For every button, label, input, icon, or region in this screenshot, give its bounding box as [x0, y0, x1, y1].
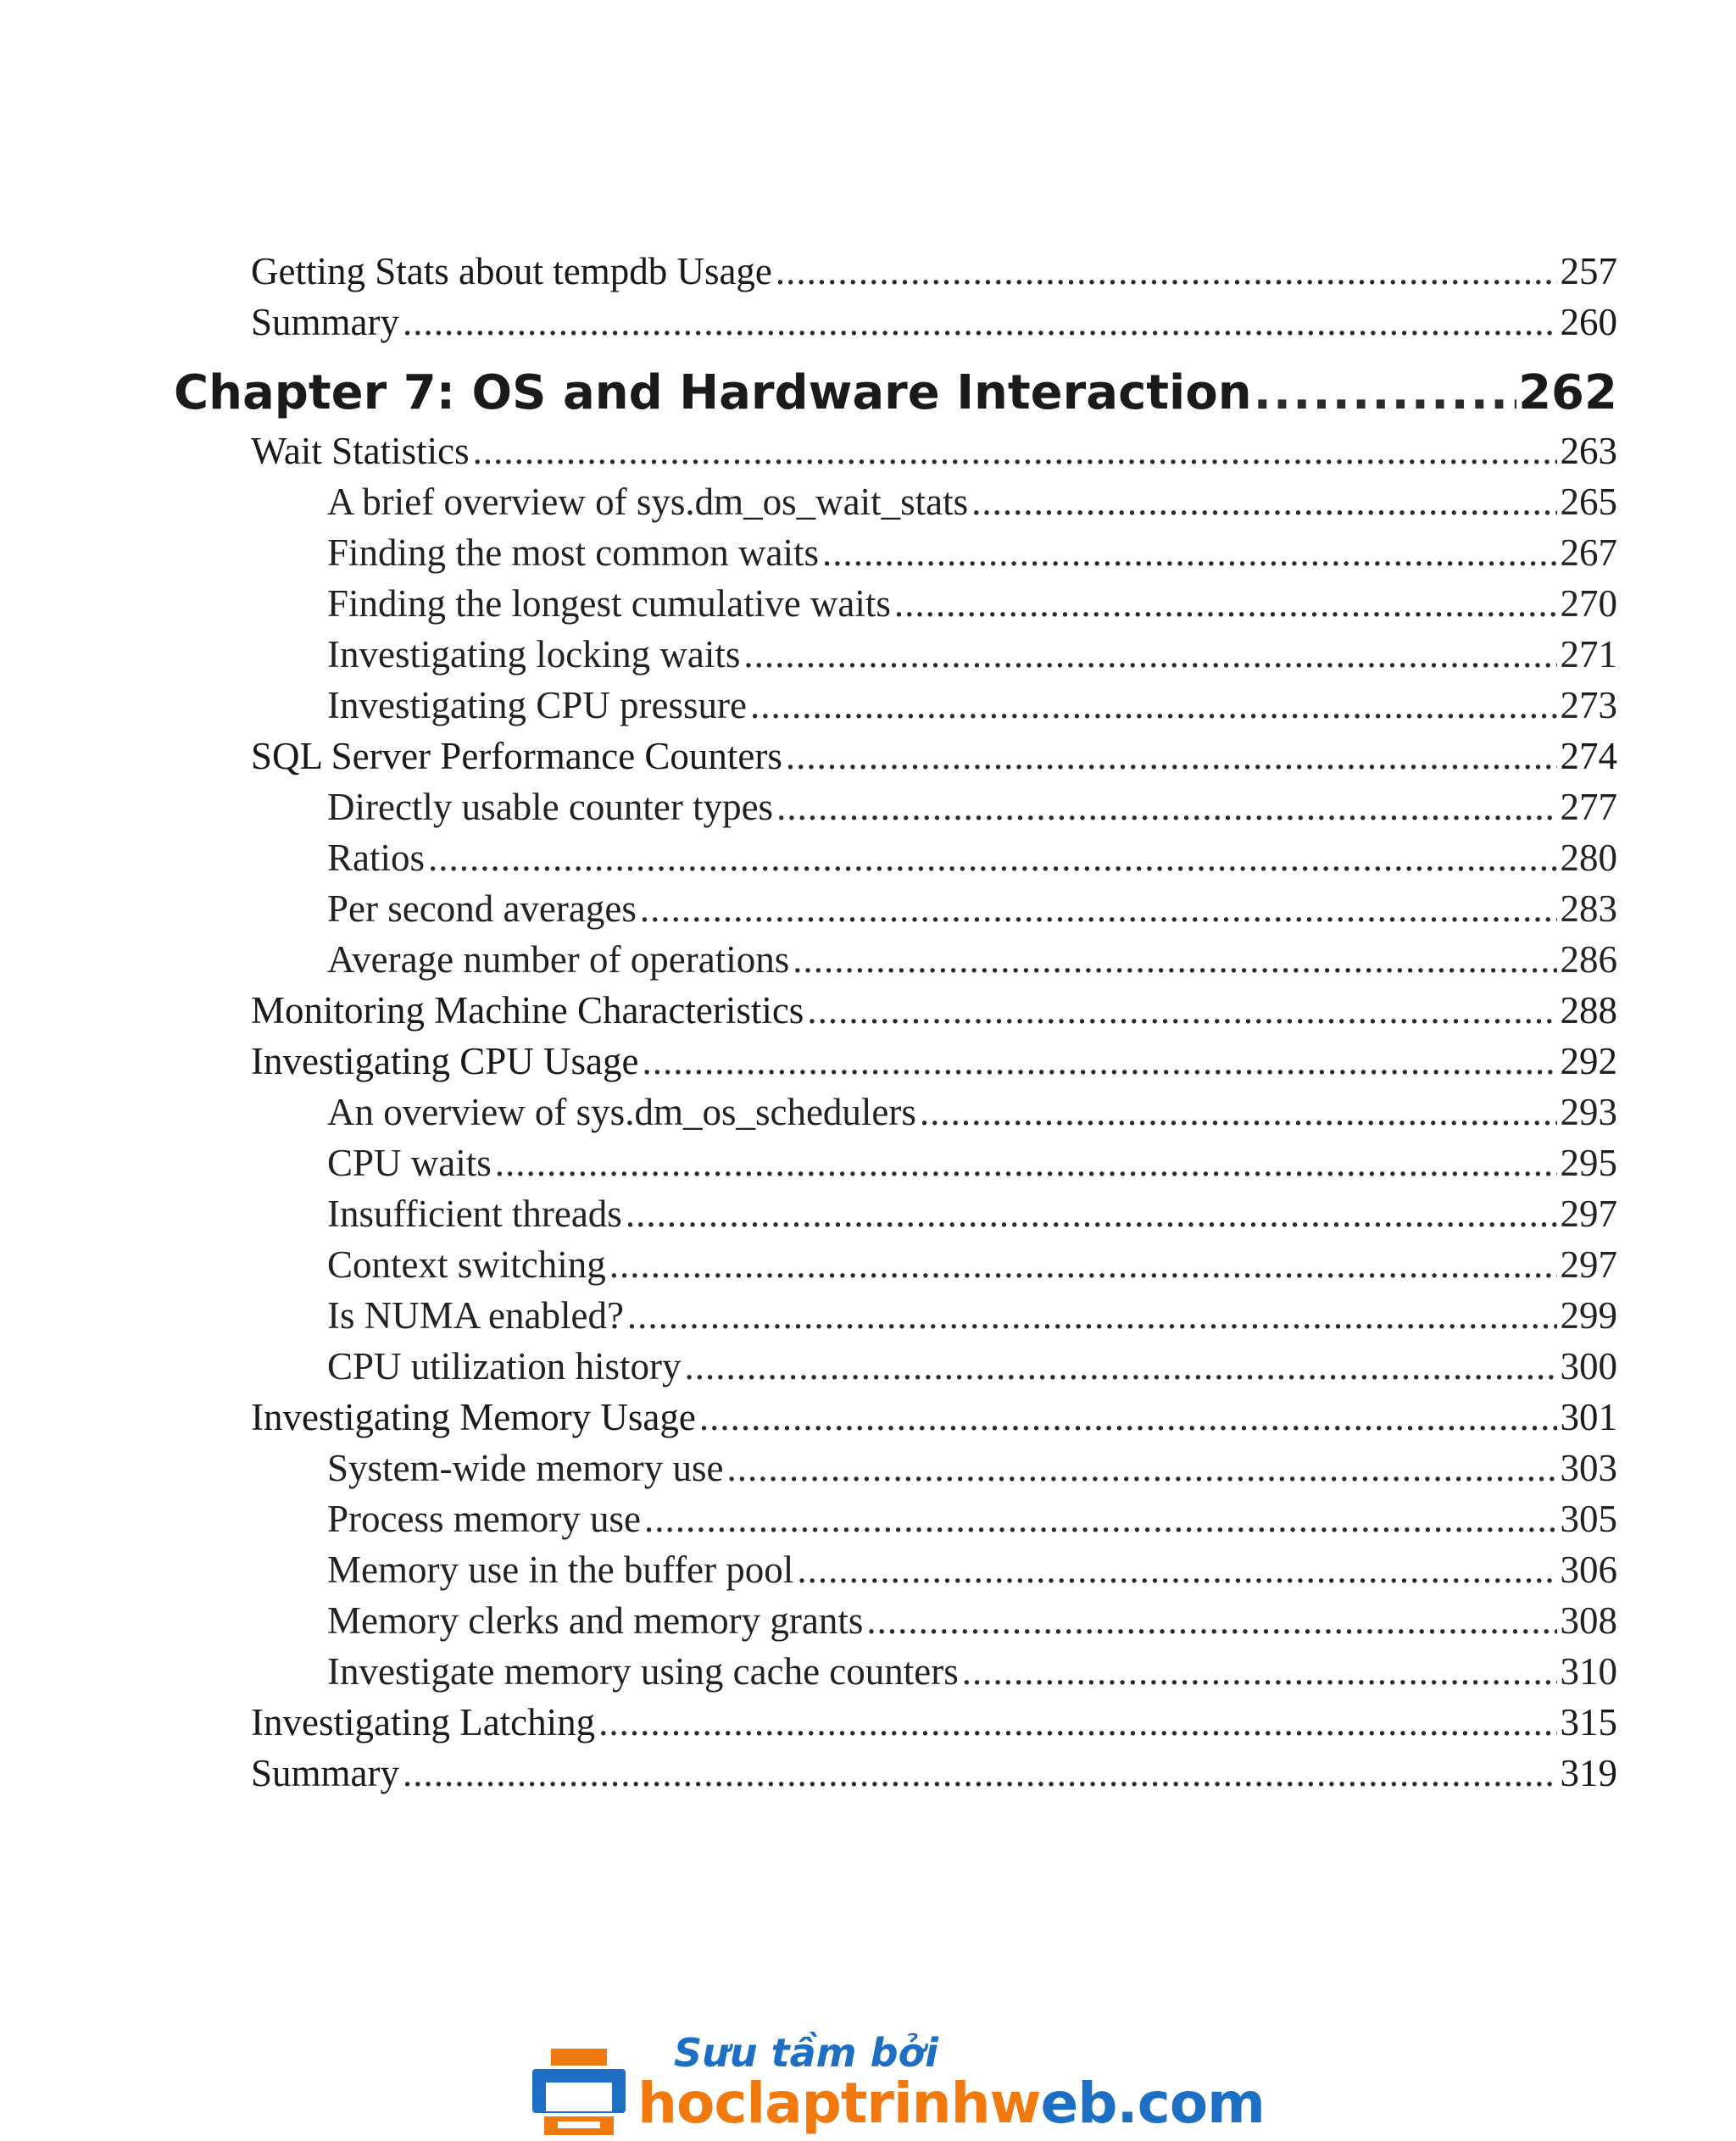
- toc-entry-title: An overview of sys.dm_os_schedulers: [327, 1091, 916, 1133]
- toc-entry-title: Insufficient threads: [327, 1193, 622, 1235]
- dot-leader: [495, 1137, 1557, 1188]
- toc-entry-page: 306: [1560, 1549, 1617, 1591]
- toc-entry-page: 310: [1560, 1650, 1617, 1693]
- toc-entry-title: Average number of operations: [327, 938, 790, 981]
- dot-leader: [797, 1544, 1556, 1595]
- toc-entry-page: 260: [1560, 301, 1617, 343]
- toc-entry-page: 283: [1560, 887, 1617, 930]
- dot-leader: [750, 680, 1557, 731]
- toc-subentry: [327, 578, 1617, 629]
- toc-entry-page: 267: [1560, 531, 1617, 574]
- dot-leader: [403, 297, 1557, 348]
- toc-entry-page: 286: [1560, 938, 1617, 981]
- toc-entry-page: 280: [1560, 837, 1617, 879]
- toc-entry-title: Finding the most common waits: [327, 531, 819, 574]
- toc-entry-page: 300: [1560, 1345, 1617, 1387]
- toc-subentry: [327, 1493, 1617, 1544]
- dot-leader: [726, 1443, 1556, 1493]
- toc-entry-page: 295: [1560, 1142, 1617, 1184]
- toc-entry-title: CPU waits: [327, 1142, 492, 1184]
- logo-brand: [637, 2071, 1265, 2136]
- toc-subentry: [327, 629, 1617, 680]
- toc-entry-page: 315: [1560, 1701, 1617, 1743]
- dot-leader: [473, 425, 1557, 476]
- chapter-page: 262: [1518, 365, 1617, 420]
- toc-entry-page: 292: [1560, 1040, 1617, 1082]
- dot-leader: [971, 476, 1556, 527]
- toc-entry-title: Investigating Memory Usage: [251, 1396, 696, 1438]
- dot-leader: [894, 578, 1557, 629]
- dot-leader: [640, 883, 1557, 934]
- toc-subentry: [327, 781, 1617, 832]
- toc-subentry: [327, 883, 1617, 934]
- toc-subentry: [327, 1544, 1617, 1595]
- toc-entry-title: Per second averages: [327, 887, 637, 930]
- toc-entry-page: 297: [1560, 1193, 1617, 1235]
- toc-subentry: [327, 527, 1617, 578]
- toc-entry-title: SQL Server Performance Counters: [251, 735, 782, 777]
- toc-entry-title: Ratios: [327, 837, 426, 879]
- dot-leader: [644, 1493, 1557, 1544]
- logo-tagline: Sưu tầm bởi: [674, 2030, 938, 2076]
- toc-entry-title: Context switching: [327, 1243, 606, 1286]
- toc-subentry: [327, 1595, 1617, 1646]
- toc-entry-title: Investigating Latching: [251, 1701, 596, 1743]
- toc-subentry: [327, 1646, 1617, 1697]
- watermark-logo: [526, 2030, 1265, 2141]
- toc-entry: [251, 297, 1617, 348]
- toc-entry: [251, 1392, 1617, 1443]
- toc-subentry: [327, 1137, 1617, 1188]
- toc-entry-title: System-wide memory use: [327, 1447, 724, 1489]
- toc-entry: [251, 731, 1617, 781]
- toc-entry: [251, 985, 1617, 1036]
- toc-entry-page: 277: [1560, 786, 1617, 828]
- toc-subentry: [327, 1443, 1617, 1493]
- toc-entry: [251, 246, 1617, 297]
- dot-leader: [626, 1188, 1557, 1239]
- toc-entry-page: 301: [1560, 1396, 1617, 1438]
- toc-entry-page: 299: [1560, 1294, 1617, 1337]
- toc-entry: [251, 1036, 1617, 1087]
- dot-leader: [807, 985, 1556, 1036]
- toc-entry-title: Wait Statistics: [251, 430, 470, 472]
- toc-subentry: [327, 680, 1617, 731]
- dot-leader: [403, 1748, 1557, 1799]
- toc-subentry: [327, 1087, 1617, 1137]
- toc-entry-page: 270: [1560, 582, 1617, 625]
- dot-leader: [627, 1290, 1557, 1341]
- dot-leader: [428, 832, 1556, 883]
- toc-entry-title: Process memory use: [327, 1498, 641, 1540]
- toc-entry-title: CPU utilization history: [327, 1345, 682, 1387]
- dot-leader: [920, 1087, 1557, 1137]
- toc-entry-title: Investigating CPU pressure: [327, 684, 747, 726]
- toc-entry-page: 293: [1560, 1091, 1617, 1133]
- toc-entry-title: Monitoring Machine Characteristics: [251, 989, 804, 1032]
- logo-brand-part2: eb.com: [1040, 2071, 1265, 2136]
- toc-entry-title: Investigating locking waits: [327, 633, 741, 676]
- toc-entry-page: 319: [1560, 1752, 1617, 1794]
- toc-entry-page: 305: [1560, 1498, 1617, 1540]
- toc-entry-title: Directly usable counter types: [327, 786, 774, 828]
- toc-entry-title: Is NUMA enabled?: [327, 1294, 624, 1337]
- toc-entry-title: Summary: [251, 301, 399, 343]
- toc-subentry: [327, 1341, 1617, 1392]
- toc-entry-title: Summary: [251, 1752, 399, 1794]
- toc-entry-page: 297: [1560, 1243, 1617, 1286]
- toc-subentry: [327, 1188, 1617, 1239]
- dot-leader: [793, 934, 1556, 985]
- toc-entry-page: 265: [1560, 481, 1617, 523]
- toc-entry-page: 273: [1560, 684, 1617, 726]
- dot-leader: [1254, 361, 1517, 425]
- printer-icon: [532, 2049, 626, 2138]
- dot-leader: [786, 731, 1557, 781]
- chapter-title: Chapter 7: OS and Hardware Interaction: [174, 365, 1252, 420]
- toc-entry-title: Investigate memory using cache counters: [327, 1650, 959, 1693]
- toc-subentry: [327, 934, 1617, 985]
- toc-subentry: [327, 832, 1617, 883]
- toc-subentry: [327, 1290, 1617, 1341]
- toc-entry-page: 308: [1560, 1599, 1617, 1642]
- dot-leader: [776, 781, 1556, 832]
- dot-leader: [743, 629, 1556, 680]
- toc-entry-page: 274: [1560, 735, 1617, 777]
- dot-leader: [609, 1239, 1557, 1290]
- dot-leader: [699, 1392, 1557, 1443]
- toc-entry-title: Memory use in the buffer pool: [327, 1549, 794, 1591]
- toc-entry-page: 271: [1560, 633, 1617, 676]
- toc-subentry: [327, 1239, 1617, 1290]
- toc-entry-title: Investigating CPU Usage: [251, 1040, 639, 1082]
- toc-entry: [251, 1748, 1617, 1799]
- dot-leader: [598, 1697, 1556, 1748]
- toc-entry-title: Memory clerks and memory grants: [327, 1599, 864, 1642]
- dot-leader: [866, 1595, 1556, 1646]
- logo-brand-part1: hoclaptrinhw: [637, 2071, 1041, 2136]
- toc-entry: [251, 1697, 1617, 1748]
- dot-leader: [685, 1341, 1557, 1392]
- toc-entry-title: A brief overview of sys.dm_os_wait_stats: [327, 481, 969, 523]
- toc-entry-title: Finding the longest cumulative waits: [327, 582, 891, 625]
- toc-subentry: [327, 476, 1617, 527]
- dot-leader: [776, 246, 1557, 297]
- toc-entry-title: Getting Stats about tempdb Usage: [251, 250, 772, 292]
- dot-leader: [642, 1036, 1556, 1087]
- chapter-heading: [174, 361, 1617, 425]
- toc-entry-page: 288: [1560, 989, 1617, 1032]
- toc-entry-page: 257: [1560, 250, 1617, 292]
- toc-entry-page: 263: [1560, 430, 1617, 472]
- dot-leader: [962, 1646, 1557, 1697]
- dot-leader: [822, 527, 1557, 578]
- toc-entry: [251, 425, 1617, 476]
- toc-entry-page: 303: [1560, 1447, 1617, 1489]
